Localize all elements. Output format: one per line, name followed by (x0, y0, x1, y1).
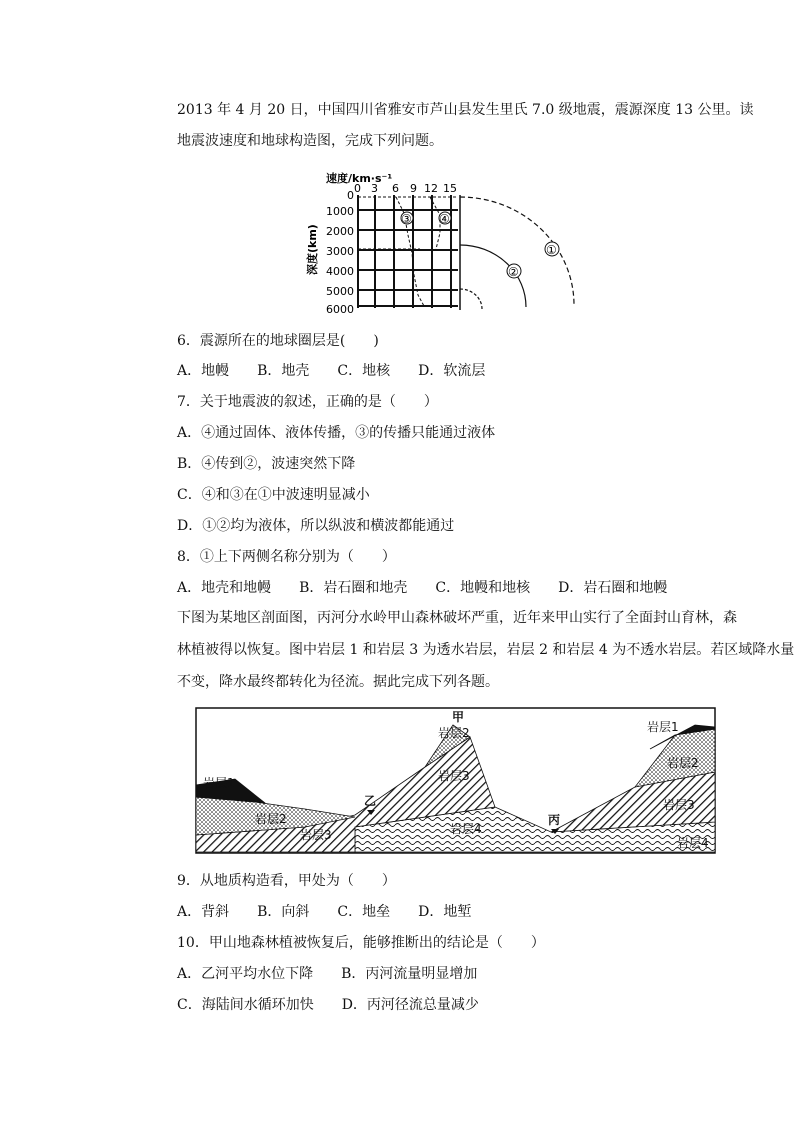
label-left-layer2: 岩层2 (255, 812, 287, 826)
label-left-layer1: 岩层1 (203, 776, 235, 790)
intro-line-2: 地震波速度和地球构造图，完成下列问题。 (177, 133, 443, 149)
q6-options: A．地幔 B．地壳 C．地核 D．软流层 (177, 363, 486, 379)
q7-option-d: D．①②均为液体，所以纵波和横波都能通过 (177, 518, 455, 534)
seismic-ylabel: 深度(km) (306, 224, 319, 275)
intro2-line-2: 林植被得以恢复。图中岩层 1 和岩层 3 为透水岩层，岩层 2 和岩层 4 为不透水岩层。若区域降水量 (177, 642, 794, 658)
label-right-layer3: 岩层3 (663, 798, 695, 812)
intro-line-1: 2013 年 4 月 20 日，中国四川省雅安市芦山县发生里氏 7.0 级地震，震源深度 13 公里。读 (177, 102, 754, 118)
layer-2-label: ② (508, 265, 519, 279)
label-left-layer3: 岩层3 (300, 828, 332, 842)
x-tick: 12 (424, 182, 438, 195)
q10-stem: 10．甲山地森林植被恢复后，能够推断出的结论是（ ） (177, 935, 545, 951)
y-tick: 1000 (326, 205, 354, 218)
y-tick: 3000 (326, 245, 354, 258)
x-tick: 9 (410, 182, 417, 195)
wave-4-label: ④ (439, 212, 450, 226)
q6-stem: 6．震源所在的地球圈层是( ) (177, 333, 379, 349)
q7-option-c: C．④和③在①中波速明显减小 (177, 487, 370, 503)
q8-stem: 8．①上下两侧名称分别为（ ） (177, 549, 396, 565)
q9-stem: 9．从地质构造看，甲处为（ ） (177, 873, 396, 889)
label-right-layer1: 岩层1 (647, 720, 679, 734)
q7-stem: 7．关于地震波的叙述，正确的是（ ） (177, 394, 438, 410)
q10-options-ab: A．乙河平均水位下降 B．丙河流量明显增加 (177, 966, 478, 982)
y-tick: 0 (347, 189, 354, 202)
q7-option-b: B．④传到②，波速突然下降 (177, 456, 356, 472)
label-mid-layer4: 岩层4 (450, 822, 482, 836)
label-mid-layer2: 岩层2 (438, 726, 470, 740)
label-right-layer2: 岩层2 (667, 756, 699, 770)
layer-1-label: ① (546, 243, 557, 257)
cross-section-figure (195, 707, 717, 855)
seismic-wave-figure (300, 165, 590, 315)
seismic-y-ticks (326, 189, 354, 315)
q10-options-cd: C．海陆间水循环加快 D．丙河径流总量减少 (177, 997, 479, 1013)
label-right-layer4: 岩层4 (677, 836, 709, 850)
y-tick: 4000 (326, 265, 354, 278)
intro2-line-1: 下图为某地区剖面图，丙河分水岭甲山森林破坏严重，近年来甲山实行了全面封山育林，森 (177, 610, 737, 626)
seismic-xlabel: 速度/km·s⁻¹ (326, 172, 393, 185)
x-tick: 6 (392, 182, 399, 195)
y-tick: 5000 (326, 285, 354, 298)
label-jia: 甲 (452, 710, 465, 724)
x-tick: 0 (354, 182, 361, 195)
q8-options: A．地壳和地幔 B．岩石圈和地壳 C．地幔和地核 D．岩石圈和地幔 (177, 580, 668, 596)
earth-inner-core-boundary (460, 289, 482, 309)
x-tick: 15 (443, 182, 457, 195)
q9-options: A．背斜 B．向斜 C．地垒 D．地堑 (177, 904, 472, 920)
label-mid-layer3: 岩层3 (438, 769, 470, 783)
x-tick: 3 (371, 182, 378, 195)
intro2-line-3: 不变，降水最终都转化为径流。据此完成下列各题。 (177, 674, 499, 690)
q7-option-a: A．④通过固体、液体传播，③的传播只能通过液体 (177, 425, 496, 441)
wave-3-label: ③ (401, 212, 412, 226)
y-tick: 6000 (326, 303, 354, 315)
label-yi: 乙 (364, 794, 377, 808)
label-bing: 丙 (548, 813, 561, 827)
y-tick: 2000 (326, 225, 354, 238)
